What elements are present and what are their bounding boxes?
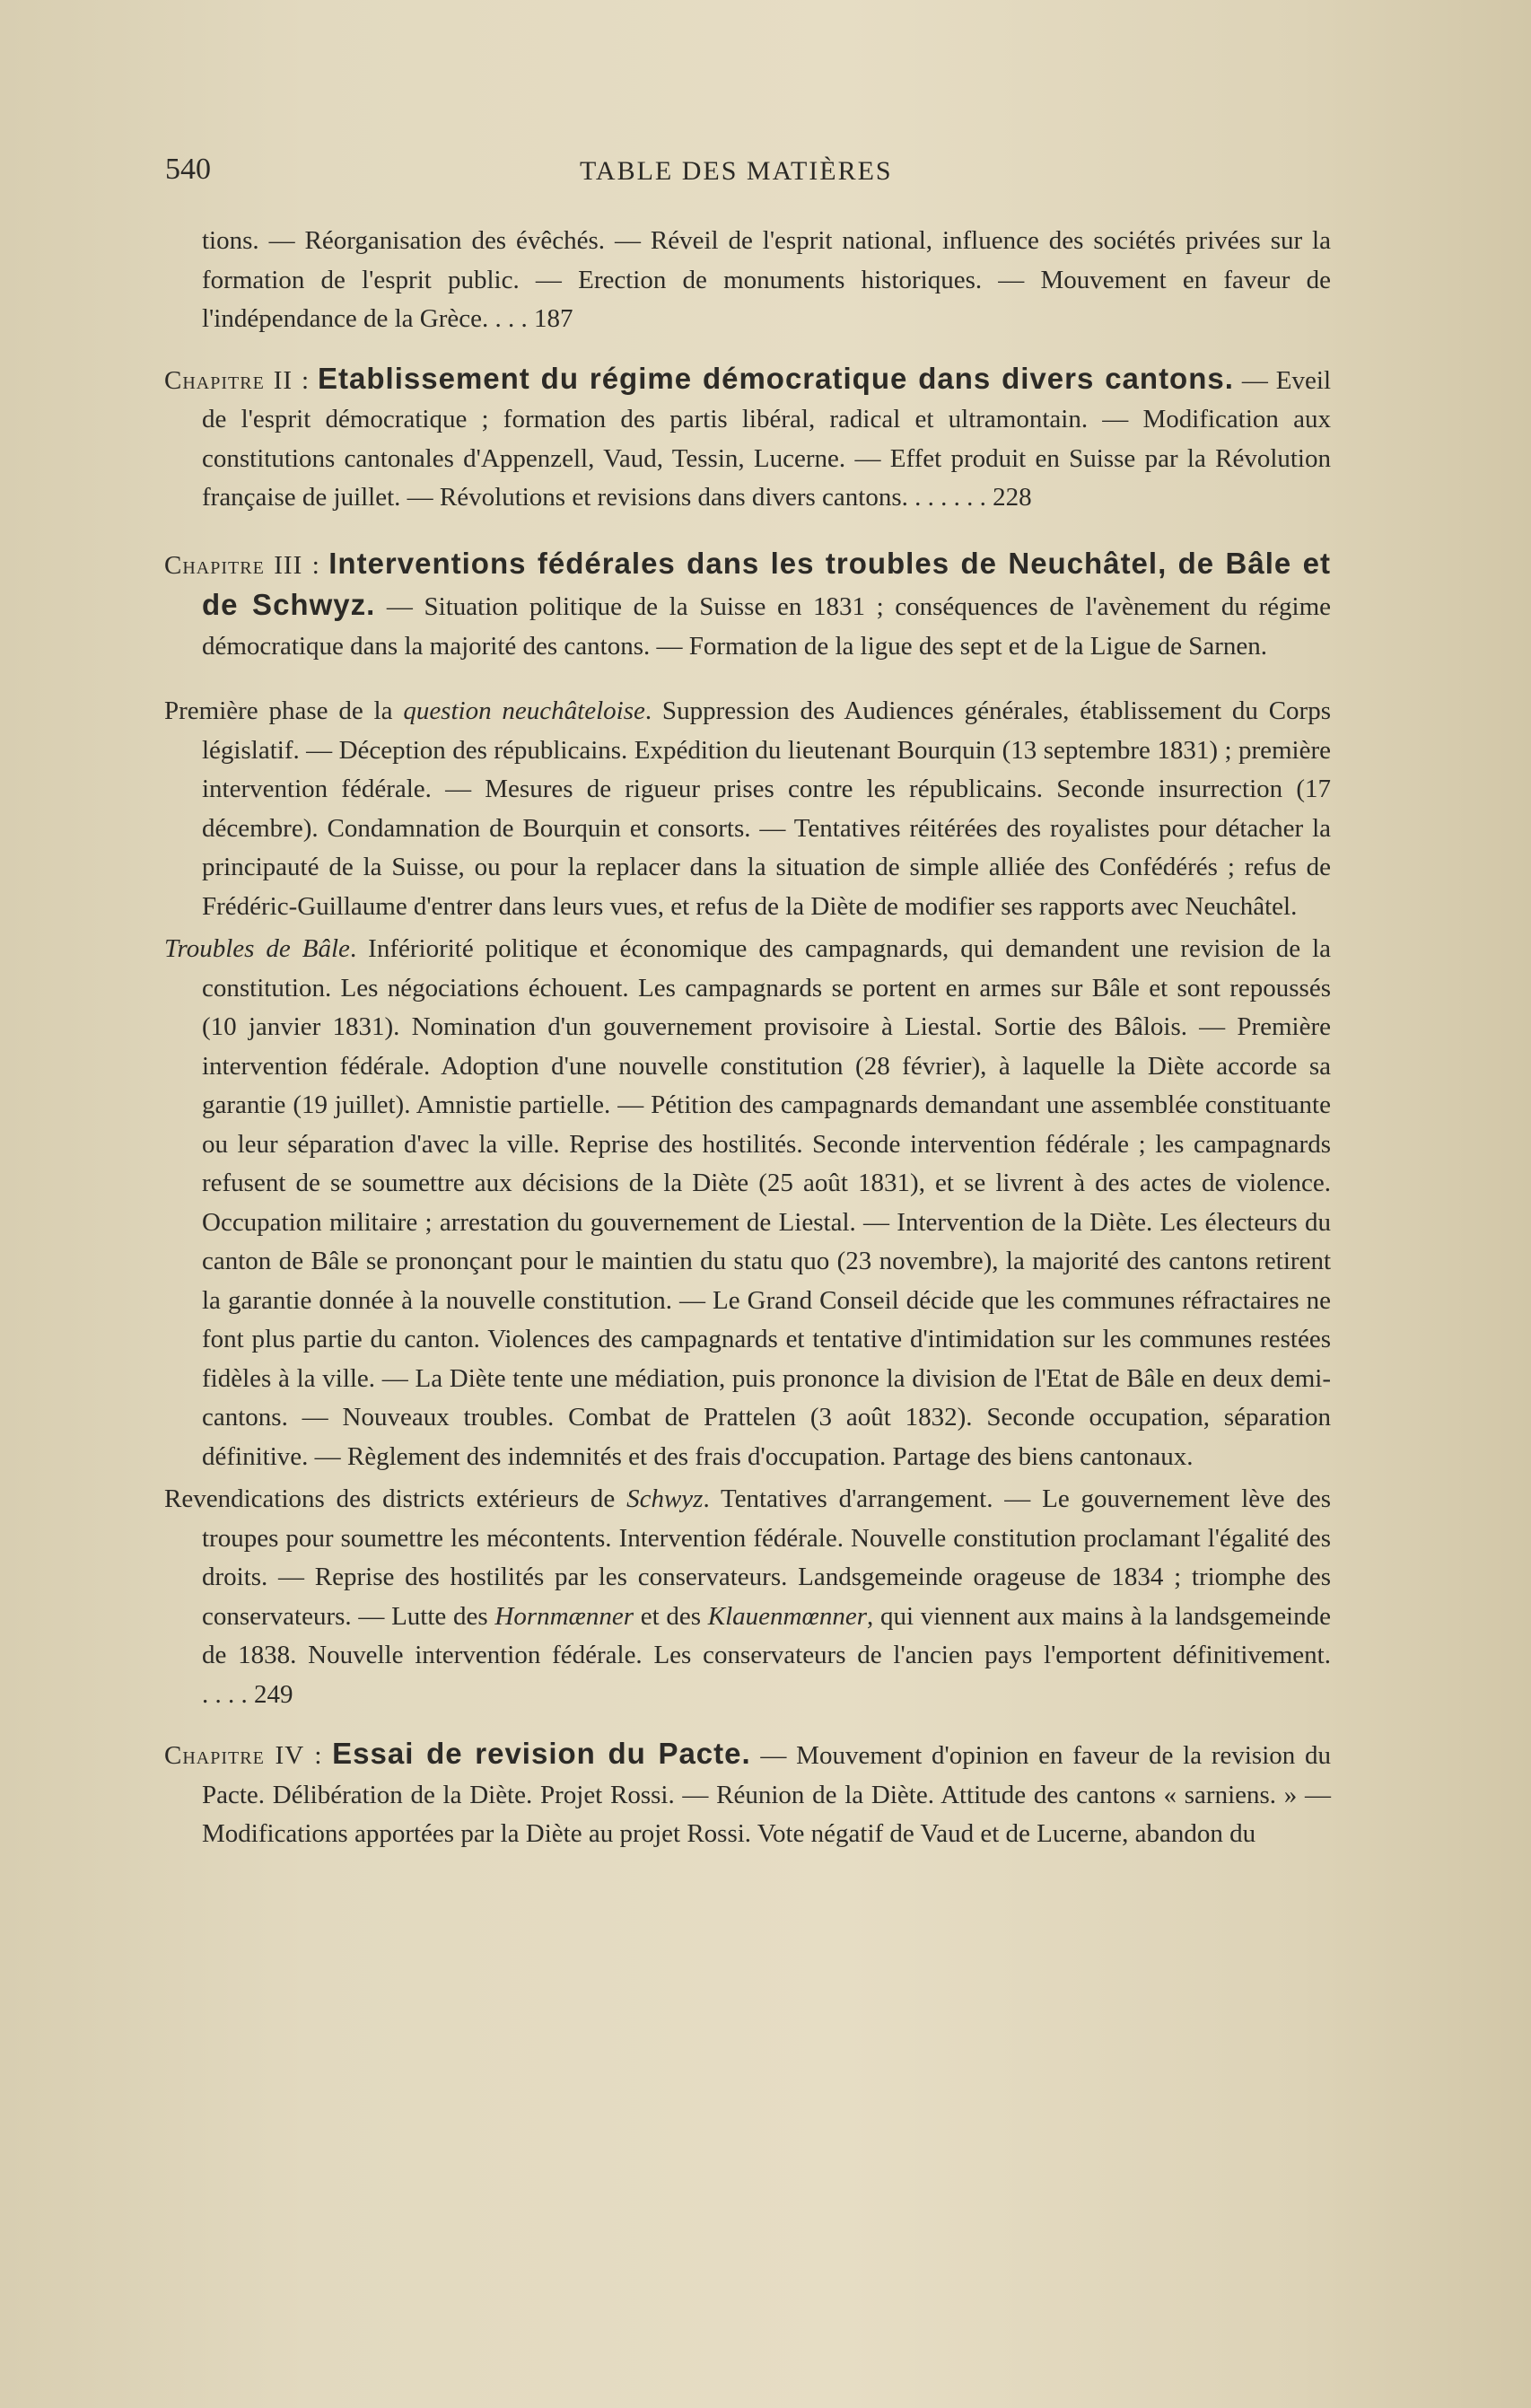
entry-text: — Situation politique de la Suisse en 1831 ; conséquences de l'avènement du régime démocratique dans la majorité des cantons. — Formation de la ligue des sept et de la Ligue de Sarnen. (202, 592, 1332, 661)
chapter-title: Etablissement du régime démocratique dans divers cantons. (318, 361, 1234, 395)
entry-prefix: Première phase de la (164, 696, 404, 725)
toc-entry-schwyz (164, 1480, 1331, 1714)
toc-entry-chapitre-3 (164, 544, 1331, 667)
entry-text-end: , qui viennent aux mains à la landsgemeinde de 1838. Nouvelle intervention fédérale. Les conservateurs de l'ancien pays l'emportent définitivement. (202, 1601, 1331, 1669)
table-of-contents (164, 222, 1331, 1880)
chapter-title: Essai de revision du Pacte. (332, 1737, 751, 1770)
entry-text: . Suppression des Audiences générales, établissement du Corps législatif. — Déception des républicains. Expédition du lieutenant Bourquin (13 septembre 1831) ; première intervention fédérale. — Mesures de rigueur prises contre les républicains. Seconde insurrection (17 décembre). Condamnation de Bourquin et consorts. — Tentatives réitérées des royalistes pour détacher la principauté de la Suisse, ou pour la replacer dans la situation de simple alliée des Confédérés ; refus de Frédéric-Guillaume d'entrer dans leurs vues, et refus de la Diète de modifier ses rapports avec Neuchâtel. (202, 696, 1331, 921)
entry-prefix: Revendications des districts extérieurs de (164, 1484, 627, 1513)
entry-italic-topic: question neuchâteloise (403, 696, 645, 725)
entry-text: — Mouvement d'opinion en faveur de la revision du Pacte. Délibération de la Diète. Projet Rossi. — Réunion de la Diète. Attitude des cantons « sarniens. » — Modifications apportées par la Diète au projet Rossi. Vote négatif de Vaud et de Lucerne, abandon du (202, 1741, 1332, 1848)
toc-entry-continuation (164, 222, 1331, 339)
toc-entry-neuchatel (164, 692, 1331, 926)
running-title: TABLE DES MATIÈRES (580, 156, 893, 186)
entry-italic-topic: Schwyz (626, 1484, 704, 1513)
chapter-label: Chapitre IV : (164, 1741, 323, 1770)
entry-italic-term: Klauenmœnner (707, 1601, 867, 1631)
chapter-label: Chapitre II : (164, 365, 311, 395)
chapter-label: Chapitre III : (164, 550, 320, 580)
entry-text: — Eveil de l'esprit démocratique ; formation des partis libéral, radical et ultramontain. — Modification aux constitutions cantonales d'Appenzell, Vaud, Tessin, Lucerne. — Effet produit en Suisse par la Révolution française de juillet. — Révolutions et revisions dans divers cantons. (202, 365, 1331, 512)
toc-entry-bale (164, 930, 1331, 1476)
entry-italic-term: Hornmænner (494, 1601, 634, 1631)
entry-text: . Tentatives d'arrangement. — Le gouvernement lève des troupes pour soumettre les mécontents. Intervention fédérale. Nouvelle constitution proclamant l'égalité des droits. — Reprise des hostilités par les conservateurs. Landsgemeinde orageuse de 1834 ; triomphe des conservateurs. — Lutte des (202, 1484, 1331, 1631)
entry-page-ref: . . . 187 (494, 304, 573, 333)
entry-italic-topic: Troubles de Bâle (164, 934, 350, 963)
entry-text-mid: et des (634, 1601, 708, 1631)
entry-text: tions. — Réorganisation des évêchés. — Réveil de l'esprit national, influence des sociétés privées sur la formation de l'esprit public. — Erection de monuments historiques. — Mouvement en faveur de l'indépendance de la Grèce. (202, 226, 1331, 333)
toc-entry-chapitre-4 (164, 1734, 1331, 1854)
toc-entry-chapitre-2 (164, 359, 1331, 518)
chapter-title: Interventions fédérales dans les troubles de Neuchâtel, de Bâle et de Schwyz. (202, 546, 1331, 621)
entry-text: . Infériorité politique et économique des campagnards, qui demandent une revision de la constitution. Les négociations échouent. Les campagnards se portent en armes sur Bâle et sont repoussés (10 janvier 1831). Nomination d'un gouvernement provisoire à Liestal. Sortie des Bâlois. — Première intervention fédérale. Adoption d'une nouvelle constitution (28 février), à laquelle la Diète accorde sa garantie (19 juillet). Amnistie partielle. — Pétition des campagnards demandant une assemblée constituante ou leur séparation d'avec la ville. Reprise des hostilités. Seconde intervention fédérale ; les campagnards refusent de se soumettre aux décisions de la Diète (25 août 1831), et se livrent à des actes de violence. Occupation militaire ; arrestation du gouvernement de Liestal. — Intervention de la Diète. Les électeurs du canton de Bâle se prononçant pour le maintien du statu quo (23 novembre), la majorité des cantons retirent la garantie donnée à la nouvelle constitution. — Le Grand Conseil décide que les communes réfractaires ne font plus partie du canton. Violences des campagnards et tentative d'intimidation sur les communes restées fidèles à la ville. — La Diète tente une médiation, puis prononce la division de l'Etat de Bâle en deux demi-cantons. — Nouveaux troubles. Combat de Prattelen (3 août 1832). Seconde occupation, séparation définitive. — Règlement des indemnités et des frais d'occupation. Partage des biens cantonaux. (202, 934, 1332, 1471)
page-number: 540 (165, 153, 211, 186)
entry-page-ref: . . . . 249 (202, 1679, 293, 1709)
entry-page-ref: . . . . . . 228 (914, 483, 1032, 512)
page-header (165, 153, 1332, 197)
